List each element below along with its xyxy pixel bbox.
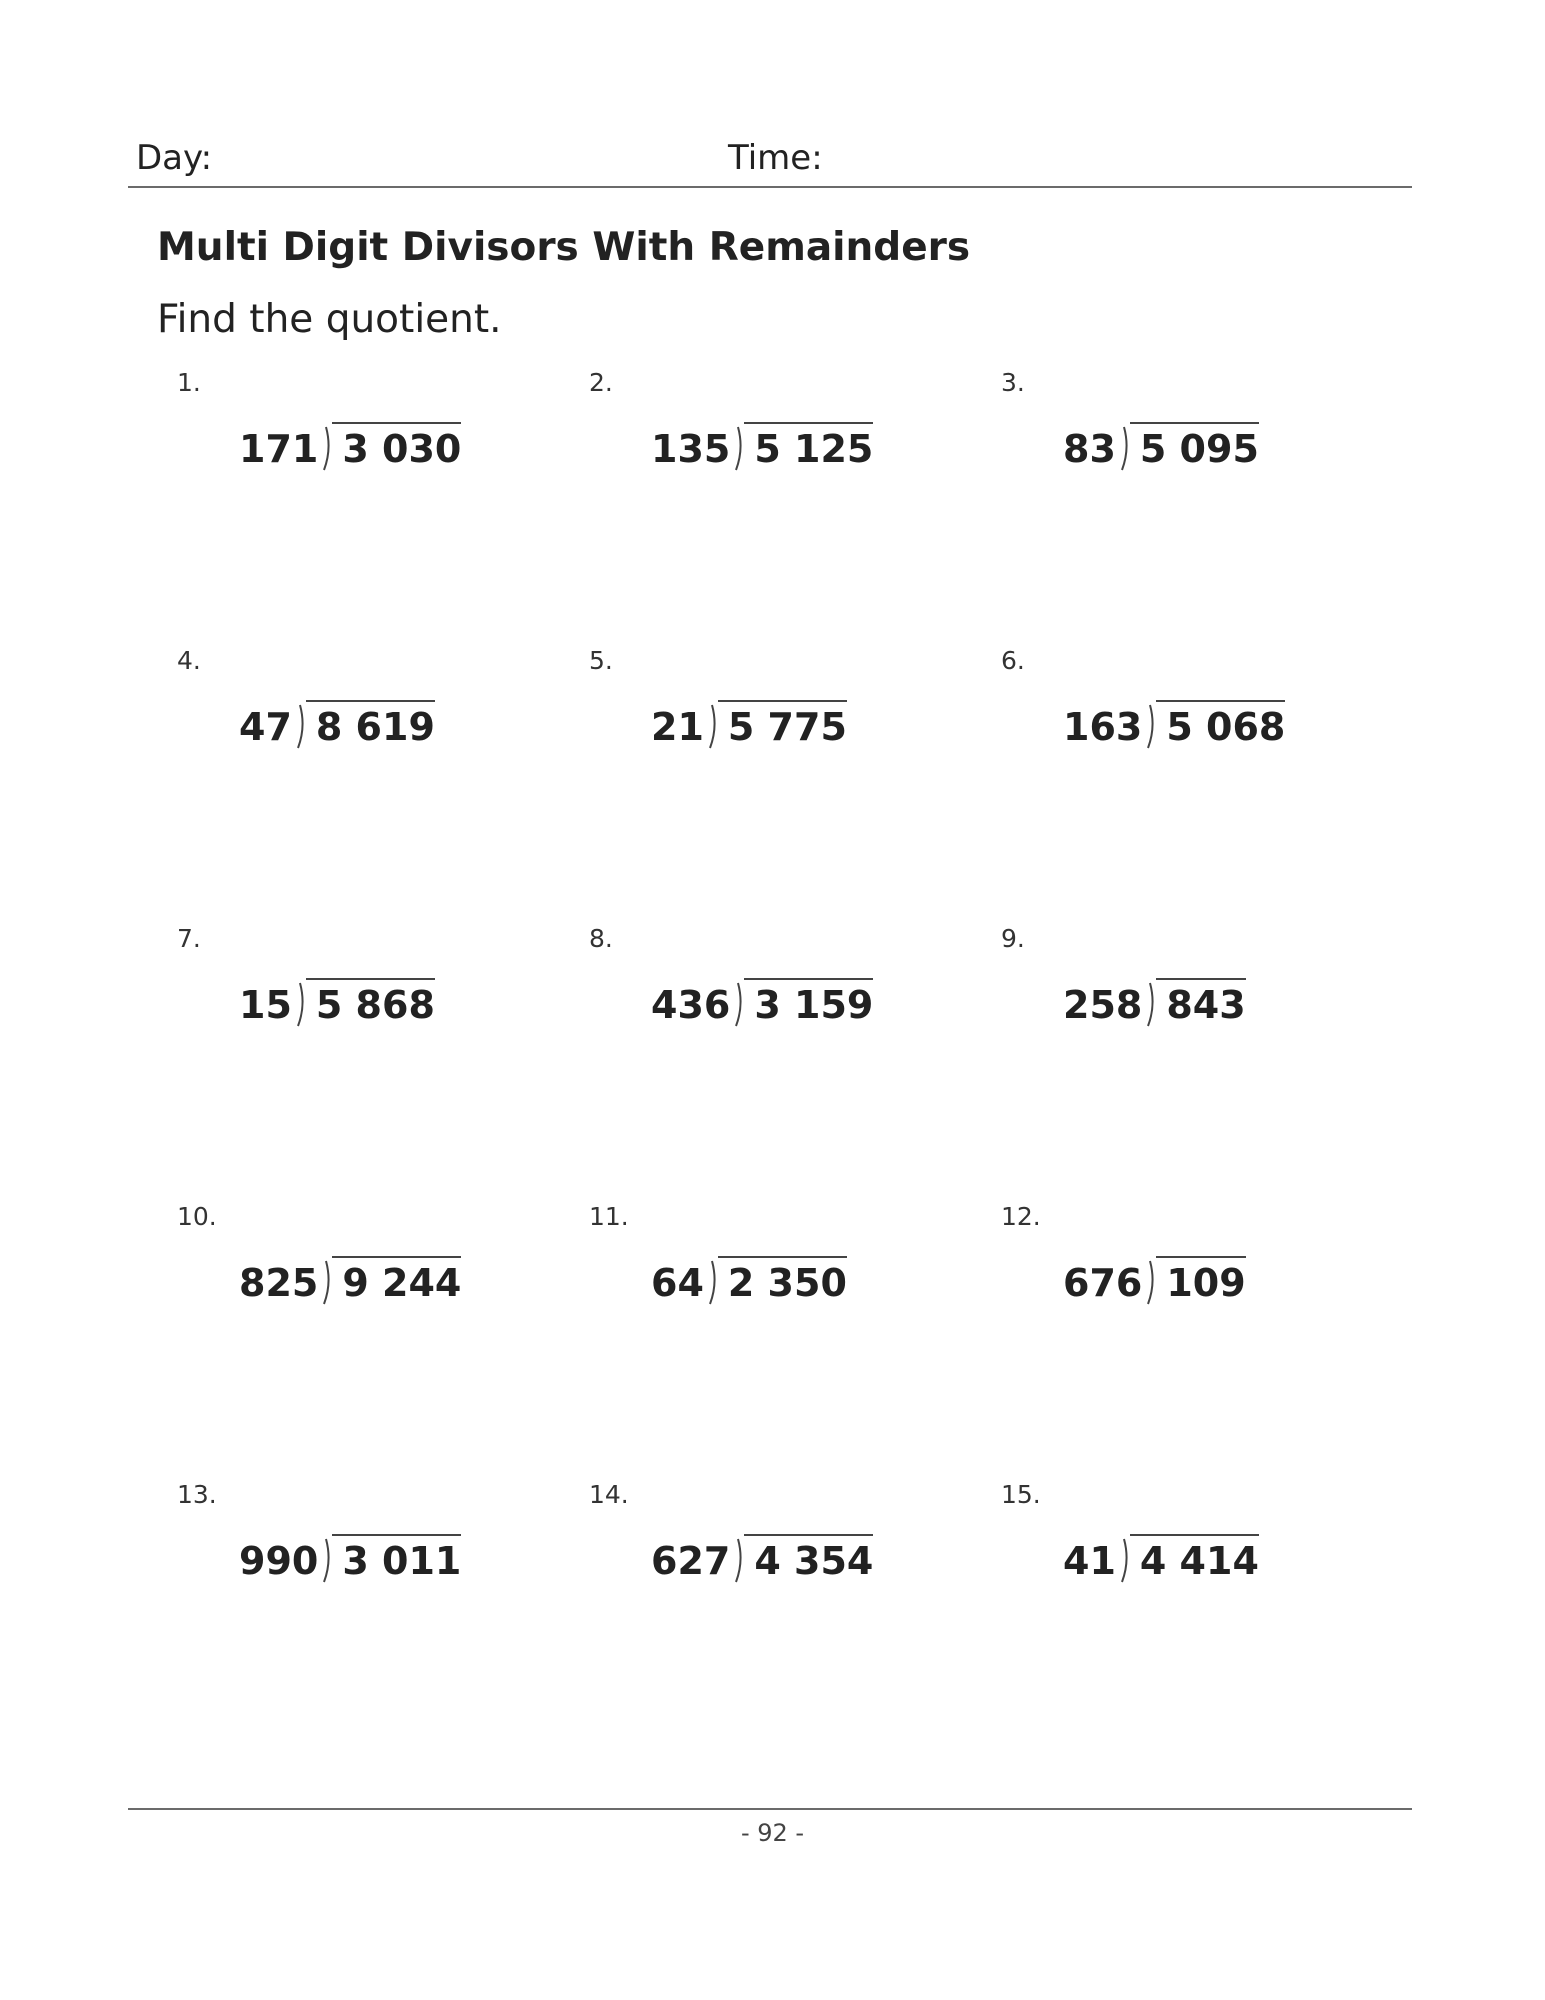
divisor: 825 bbox=[239, 1261, 319, 1305]
division-bracket bbox=[1146, 982, 1156, 1028]
division-expression bbox=[1063, 700, 1285, 750]
problem-number: 3. bbox=[1001, 368, 1025, 397]
problem-number: 1. bbox=[177, 368, 201, 397]
division-bracket bbox=[322, 426, 332, 472]
dividend: 843 bbox=[1156, 978, 1245, 1028]
dividend: 4 354 bbox=[744, 1534, 873, 1584]
divisor: 47 bbox=[239, 705, 292, 749]
worksheet-title: Multi Digit Divisors With Remainders bbox=[157, 225, 971, 270]
division-expression bbox=[651, 700, 847, 750]
divisor: 436 bbox=[651, 983, 731, 1027]
time-label: Time: bbox=[728, 138, 823, 178]
dividend: 5 068 bbox=[1156, 700, 1285, 750]
problem bbox=[573, 1202, 953, 1362]
problem-number: 9. bbox=[1001, 924, 1025, 953]
divisor: 21 bbox=[651, 705, 704, 749]
divisor: 41 bbox=[1063, 1539, 1116, 1583]
divisor: 163 bbox=[1063, 705, 1143, 749]
division-bracket bbox=[1146, 1260, 1156, 1306]
worksheet-instruction: Find the quotient. bbox=[157, 297, 502, 342]
problem bbox=[985, 1480, 1365, 1640]
problem bbox=[985, 368, 1365, 528]
problem bbox=[161, 1202, 541, 1362]
division-bracket bbox=[296, 704, 306, 750]
problem-number: 15. bbox=[1001, 1480, 1041, 1509]
problem bbox=[985, 646, 1365, 806]
problem bbox=[161, 368, 541, 528]
problem-number: 6. bbox=[1001, 646, 1025, 675]
problem bbox=[161, 1480, 541, 1640]
problem bbox=[573, 646, 953, 806]
problem-number: 5. bbox=[589, 646, 613, 675]
dividend: 109 bbox=[1156, 1256, 1245, 1306]
division-bracket bbox=[708, 1260, 718, 1306]
division-expression bbox=[239, 978, 435, 1028]
division-bracket bbox=[1120, 1538, 1130, 1584]
divisor: 15 bbox=[239, 983, 292, 1027]
division-expression bbox=[1063, 1534, 1259, 1584]
division-bracket bbox=[322, 1260, 332, 1306]
problem bbox=[161, 646, 541, 806]
division-bracket bbox=[1120, 426, 1130, 472]
day-label: Day: bbox=[136, 138, 213, 178]
divisor: 676 bbox=[1063, 1261, 1143, 1305]
dividend: 3 159 bbox=[744, 978, 873, 1028]
dividend: 3 011 bbox=[332, 1534, 461, 1584]
dividend: 5 095 bbox=[1130, 422, 1259, 472]
division-expression bbox=[651, 1534, 873, 1584]
division-bracket bbox=[734, 1538, 744, 1584]
dividend: 4 414 bbox=[1130, 1534, 1259, 1584]
problem bbox=[573, 1480, 953, 1640]
dividend: 3 030 bbox=[332, 422, 461, 472]
dividend: 8 619 bbox=[306, 700, 435, 750]
problem bbox=[985, 924, 1365, 1084]
problem-number: 4. bbox=[177, 646, 201, 675]
footer-divider bbox=[128, 1808, 1412, 1810]
dividend: 5 775 bbox=[718, 700, 847, 750]
division-expression bbox=[239, 1534, 461, 1584]
divisor: 171 bbox=[239, 427, 319, 471]
problem-number: 2. bbox=[589, 368, 613, 397]
problem-number: 14. bbox=[589, 1480, 629, 1509]
division-bracket bbox=[296, 982, 306, 1028]
problem-number: 12. bbox=[1001, 1202, 1041, 1231]
division-expression bbox=[1063, 1256, 1246, 1306]
division-expression bbox=[239, 422, 461, 472]
division-expression bbox=[651, 422, 873, 472]
divisor: 135 bbox=[651, 427, 731, 471]
problem bbox=[985, 1202, 1365, 1362]
division-expression bbox=[1063, 978, 1246, 1028]
problem-number: 7. bbox=[177, 924, 201, 953]
division-expression bbox=[239, 700, 435, 750]
division-expression bbox=[1063, 422, 1259, 472]
divisor: 64 bbox=[651, 1261, 704, 1305]
dividend: 5 125 bbox=[744, 422, 873, 472]
divisor: 627 bbox=[651, 1539, 731, 1583]
problem bbox=[161, 924, 541, 1084]
header-divider bbox=[128, 186, 1412, 188]
problem-number: 13. bbox=[177, 1480, 217, 1509]
divisor: 258 bbox=[1063, 983, 1143, 1027]
page-number: - 92 - bbox=[740, 1819, 805, 1847]
problem bbox=[573, 368, 953, 528]
division-bracket bbox=[708, 704, 718, 750]
divisor: 83 bbox=[1063, 427, 1116, 471]
division-expression bbox=[651, 978, 873, 1028]
problem bbox=[573, 924, 953, 1084]
dividend: 5 868 bbox=[306, 978, 435, 1028]
division-bracket bbox=[1146, 704, 1156, 750]
division-expression bbox=[239, 1256, 461, 1306]
problem-number: 10. bbox=[177, 1202, 217, 1231]
division-bracket bbox=[734, 426, 744, 472]
division-expression bbox=[651, 1256, 847, 1306]
dividend: 9 244 bbox=[332, 1256, 461, 1306]
problem-number: 11. bbox=[589, 1202, 629, 1231]
division-bracket bbox=[734, 982, 744, 1028]
dividend: 2 350 bbox=[718, 1256, 847, 1306]
division-bracket bbox=[322, 1538, 332, 1584]
divisor: 990 bbox=[239, 1539, 319, 1583]
problem-number: 8. bbox=[589, 924, 613, 953]
